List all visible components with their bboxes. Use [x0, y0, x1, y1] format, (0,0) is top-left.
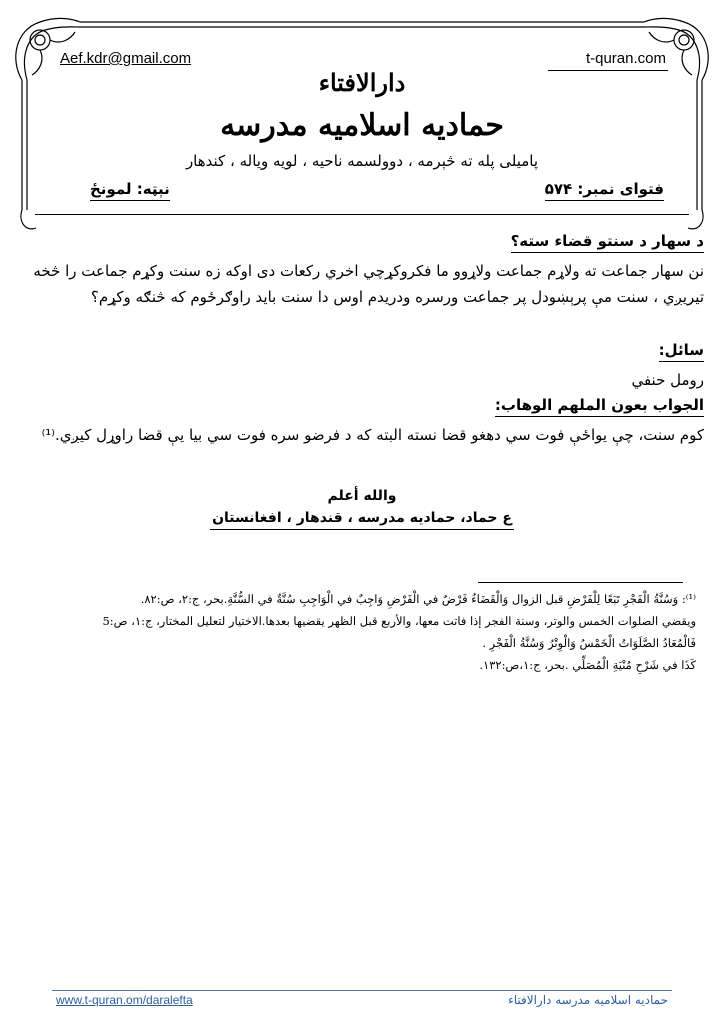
- madrasa-name: حمادیه اسلامیه مدرسه: [220, 108, 504, 143]
- footnote-line: ويقضي الصلوات الخمس والوتر، وسنة الفجر إذا فاتت معها، والأربع قبل الظهر يقضيها بعدها.الاختيار لتعليل المختار، ج:۱، ص:5: [102, 614, 696, 628]
- header-divider: [35, 214, 689, 215]
- answer-label: الجواب بعون الملهم الوهاب:: [495, 396, 704, 417]
- footer-name: حمادیه اسلامیه مدرسه دارالافتاء: [508, 993, 668, 1007]
- page-title: دارالافتاء: [318, 68, 406, 97]
- website-label[interactable]: t-quran.com: [585, 50, 666, 67]
- answer-text: کوم سنت، چې یواځې فوت سي دهغو قضا نسته البته که د فرضو سره فوت سي بيا يې قضا راوړل کيږي.⁽¹⁾: [41, 426, 704, 444]
- question-text: نن سهار جماعت ته ولاړم جماعت ولاړوو ما فکروکړچي اخري رکعات دی اوکه زه سنت وکړم جماعت را څخه تیریږي ، سنت مې پرېښودل پر جماعت ورسره ودریدم اوس دا سنت بايد راوګرځوم که څنګه وکړم؟: [33, 262, 704, 306]
- questioner-name: رومل حنفي: [631, 371, 704, 389]
- footer-url-link[interactable]: www.t-quran.om/daralefta: [56, 993, 193, 1007]
- footnote-line: كَذَا في شَرْحِ مُنْيَةِ الْمُصَلِّي .بحر، ج:۱،ص:۱۳۲.: [479, 658, 696, 672]
- signature-block: [0, 488, 724, 530]
- signature-title: والله أعلم: [327, 488, 397, 504]
- footnote-line: ⁽¹⁾: وَسُنَّةُ الْفَجْرِ تَبَعًا لِلْفَرْضِ قبل الزوال وَالْقَضَاءُ فَرْضٌ في الْفَرْضِ وَاجِبٌ في الْوَاجِبِ سُنَّةٌ في السُّنَّةِ.بحر، ج:۲، ص:۸۲.: [140, 592, 696, 606]
- footnotes: [16, 588, 696, 676]
- footnote-line: فَالْمُعَادُ الصَّلَوَاتُ الْخَمْسُ وَالْوِتْرُ وَسُنَّةُ الْفَجْرِ .: [482, 636, 696, 650]
- date-label: نېټه: لمونځ: [90, 180, 170, 201]
- footer-divider: [52, 990, 672, 991]
- questioner-label: سائل:: [659, 341, 704, 362]
- address-line: پامیلی پله ته څېرمه ، دوولسمه ناحیه ، لویه ویاله ، کندهار: [185, 152, 539, 170]
- signature-name: ع حماد، حمادیه مدرسه ، قندهار ، افغانستان: [210, 510, 514, 530]
- email-address[interactable]: Aef.kdr@gmail.com: [60, 50, 192, 67]
- question-heading: د سهار د سنتو قضاء سته؟: [511, 232, 704, 253]
- fatwa-number: فتوای نمبر: ۵۷۴: [545, 180, 664, 201]
- footnote-divider: [478, 582, 683, 583]
